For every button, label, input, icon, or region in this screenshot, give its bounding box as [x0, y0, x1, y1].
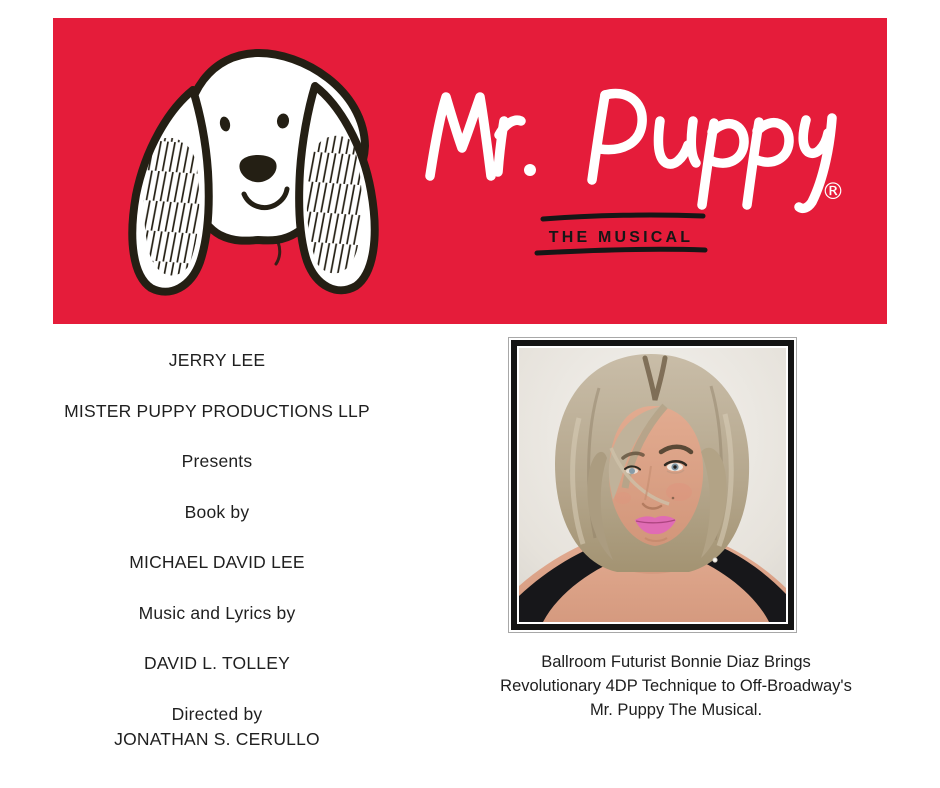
credit-presents: Presents — [181, 451, 253, 471]
credit-book-author: MICHAEL DAVID LEE — [129, 552, 305, 572]
subtitle-underline — [537, 249, 705, 253]
subtitle-overline — [543, 215, 703, 219]
registered-mark: ® — [821, 179, 844, 205]
photo-caption — [456, 650, 896, 722]
show-title-lettering — [420, 88, 844, 220]
title-period — [524, 164, 536, 176]
credit-directed-by-label: Directed by — [171, 703, 263, 724]
credit-book-by-label: Book by — [184, 501, 250, 522]
woman-portrait-image — [519, 348, 786, 622]
credit-music-lyrics-label: Music and Lyrics by — [138, 602, 296, 623]
caption-line: Mr. Puppy The Musical. — [589, 701, 763, 719]
puppy-face-icon — [120, 48, 385, 296]
show-banner — [53, 18, 887, 324]
credit-producer-name: JERRY LEE — [168, 350, 266, 370]
credit-director: JONATHAN S. CERULLO — [114, 728, 320, 749]
show-subtitle — [533, 212, 709, 258]
caption-line: Ballroom Futurist Bonnie Diaz Brings — [541, 653, 811, 671]
credit-composer: DAVID L. TOLLEY — [144, 653, 290, 673]
credit-production-company: MISTER PUPPY PRODUCTIONS LLP — [64, 400, 370, 421]
credits-block — [33, 348, 401, 777]
subtitle-text: THE MUSICAL — [548, 229, 694, 246]
feature-photo — [511, 340, 794, 630]
caption-line: Revolutionary 4DP Technique to Off-Broadway's — [500, 677, 852, 695]
feature-photo-frame — [508, 337, 797, 633]
